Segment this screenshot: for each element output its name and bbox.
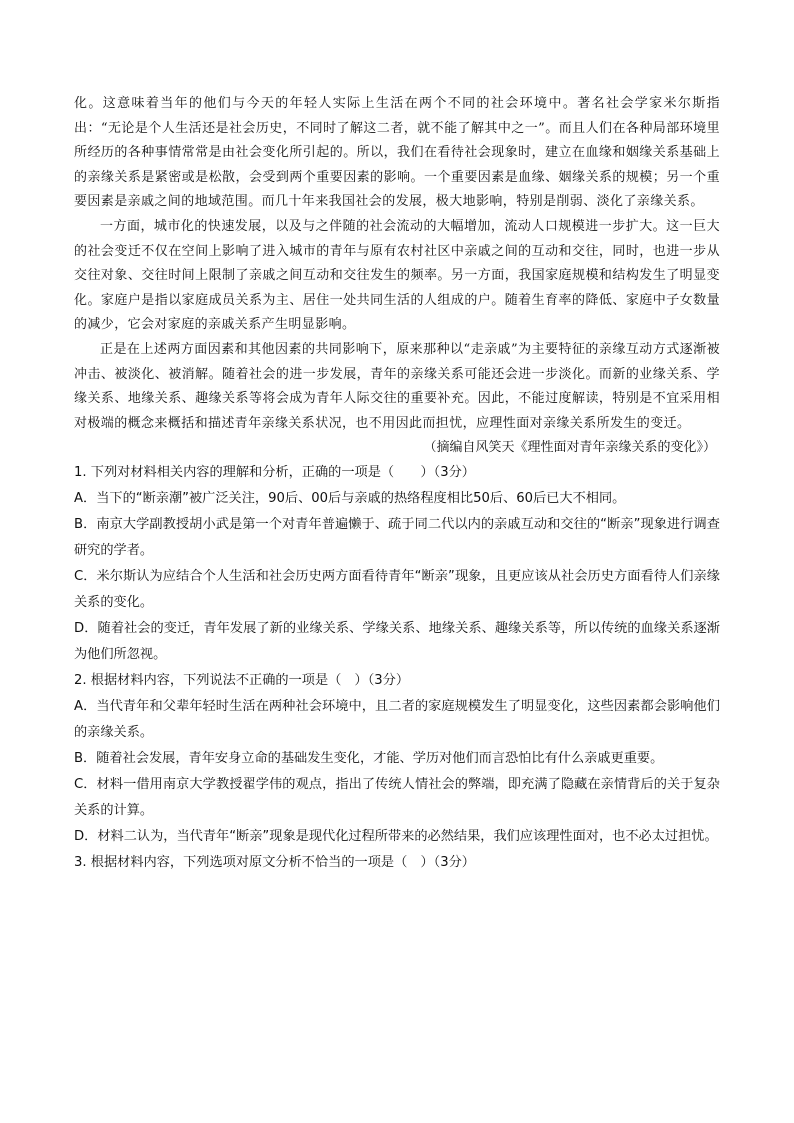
question-option-c: C．米尔斯认为应结合个人生活和社会历史两方面看待青年“断亲”现象，且更应该从社会历史方面看待人们亲缘关系的变化。 — [74, 569, 720, 611]
question-list — [74, 460, 720, 876]
question-option-a: A．当下的“断亲潮”被广泛关注，90后、00后与亲戚的热络程度相比50后、60后已大不相同。 — [74, 491, 626, 507]
passage-paragraph-1: 化。这意味着当年的他们与今天的年轻人实际上生活在两个不同的社会环境中。著名社会学家米尔斯指出：“无论是个人生活还是社会历史，不同时了解这二者，就不能了解其中之一”。而且人们在各种局部环境里所经历的各种事情常常是由社会变化所引起的。所以，我们在看待社会现象时，建立在血缘和姻缘关系基础上的亲缘关系是紧密或是松散，会受到两个重要因素的影响。一个重要因素是血缘、姻缘关系的规模；另一个重要因素是亲戚之间的地域范围。而几十年来我国社会的发展，极大地影响，特别是削弱、淡化了亲缘关系。 — [74, 96, 720, 210]
question-option-d: D．随着社会的变迁，青年发展了新的业缘关系、学缘关系、地缘关系、趣缘关系等，所以传统的血缘关系逐渐为他们所忽视。 — [74, 621, 720, 663]
question-stem: 2. 根据材料内容，下列说法不正确的一项是（ ）（3分） — [74, 673, 410, 689]
question-2 — [74, 668, 720, 850]
document-page — [74, 92, 720, 876]
question-option-d: D．材料二认为，当代青年“断亲”现象是现代化过程所带来的必然结果，我们应该理性面对，也不必太过担忧。 — [74, 829, 718, 845]
question-option-b: B．随着社会发展，青年安身立命的基础发生变化，才能、学历对他们而言恐怕比有什么亲戚更重要。 — [74, 751, 664, 767]
passage-paragraph-2: 一方面，城市化的快速发展，以及与之伴随的社会流动的大幅增加，流动人口规模进一步扩大。这一巨大的社会变迁不仅在空间上影响了进入城市的青年与原有农村社区中亲戚之间的互动和交往，同时，也进一步从交往对象、交往时间上限制了亲戚之间互动和交往发生的频率。另一方面，我国家庭规模和结构发生了明显变化。家庭户是指以家庭成员关系为主、居住一处共同生活的人组成的户。随着生育率的降低、家庭中子女数量的减少，它会对家庭的亲戚关系产生明显影响。 — [74, 218, 720, 333]
question-option-b: B．南京大学副教授胡小武是第一个对青年普遍懒于、疏于同二代以内的亲戚互动和交往的“断亲”现象进行调查研究的学者。 — [74, 517, 720, 559]
question-1 — [74, 460, 720, 668]
passage — [74, 92, 720, 460]
question-3 — [74, 850, 720, 876]
passage-paragraph-3: 正是在上述两方面因素和其他因素的共同影响下，原来那种以“走亲戚”为主要特征的亲缘互动方式逐渐被冲击、被淡化、被消解。随着社会的进一步发展，青年的亲缘关系可能还会进一步淡化。而新的业缘关系、学缘关系、地缘关系、趣缘关系等将会成为青年人际交往的重要补充。因此，不能过度解读，特别是不宜采用相对极端的概念来概括和描述青年亲缘关系状况，也不用因此而担忧，应理性面对亲缘关系所发生的变迁。 — [74, 341, 720, 431]
question-stem: 3. 根据材料内容，下列选项对原文分析不恰当的一项是（ ）（3分） — [74, 855, 475, 871]
passage-source: （摘编自风笑天《理性面对青年亲缘关系的变化》） — [423, 440, 716, 456]
question-option-c: C．材料一借用南京大学教授翟学伟的观点，指出了传统人情社会的弊端，即充满了隐藏在亲情背后的关于复杂关系的计算。 — [74, 777, 720, 819]
question-stem: 1. 下列对材料相关内容的理解和分析，正确的一项是（ ）（3分） — [74, 465, 475, 481]
question-option-a: A．当代青年和父辈年轻时生活在两种社会环境中，且二者的家庭规模发生了明显变化，这些因素都会影响他们的亲缘关系。 — [74, 699, 720, 741]
